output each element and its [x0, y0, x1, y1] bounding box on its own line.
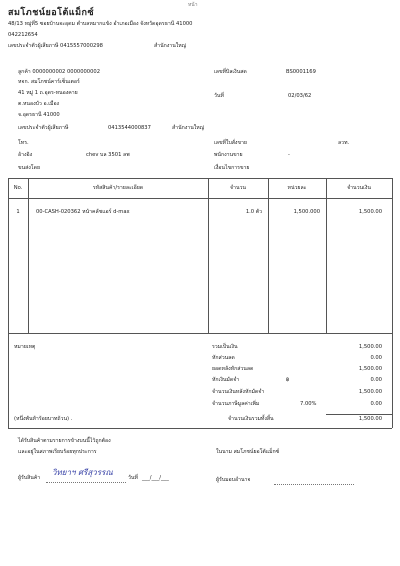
- customer-ref-value: chev บล 3501 ลพ: [86, 152, 130, 158]
- customer-code: ลูกค้า 0000000002 0000000002: [18, 69, 101, 75]
- doc-no-label: เลขที่บิลเงินสด: [214, 69, 247, 75]
- col-header-description: รหัสสินค้า/รายละเอียด: [92, 185, 144, 191]
- summary-label-after-discount: ยอดหลังหักส่วนลด: [212, 366, 254, 372]
- doc-date: 02/03/62: [288, 93, 312, 99]
- page-mark: หน้า: [188, 2, 198, 8]
- receiver-label: ผู้รับสินค้า: [18, 475, 41, 481]
- summary-value-vat: 0.00: [370, 401, 382, 407]
- summary-value-subtotal: 1,500.00: [358, 344, 382, 350]
- remark-label: หมายเหตุ: [14, 344, 36, 350]
- on-behalf-label: ในนาม สมโภชน์ยอโต้แม็กซ์: [216, 449, 280, 455]
- doc-salesman-label: พนักงานขาย: [214, 152, 243, 158]
- amount-in-words: (หนึ่งพันห้าร้อยบาทถ้วน) .: [14, 416, 73, 422]
- customer-taxid-label: เลขประจำตัวผู้เสียภาษี: [18, 125, 69, 131]
- customer-address-1: 41 หมู่ 1 ถ.อุดร-หนองคาย: [18, 90, 78, 96]
- col-header-no: No.: [13, 185, 23, 191]
- receiver-signature: วิทยาฯ ศรีสุวรรณ: [52, 468, 113, 477]
- col-header-amount: จำนวนเงิน: [347, 185, 371, 191]
- customer-taxid: 0413544000837: [108, 125, 151, 131]
- summary-label-after-deposit: จำนวนเงินหลังหักมัดจำ: [212, 389, 265, 395]
- summary-value-discount: 0.00: [370, 355, 382, 361]
- customer-ref-label: อ้างอิง: [18, 152, 33, 158]
- receive-date-slots: ___/___/___: [142, 475, 169, 481]
- summary-label-vat: จำนวนภาษีมูลค่าเพิ่ม: [212, 401, 260, 407]
- company-name: สมโภชน์ยอโต้แม็กซ์: [8, 8, 95, 18]
- doc-terms-label: เงื่อนไขการขาย: [214, 165, 250, 171]
- row-qty: 1.0 ตัว: [245, 209, 262, 215]
- customer-name: หจก. สมโภชน์คาร์เซ็นเตอร์: [18, 79, 80, 85]
- summary-label-subtotal: รวมเป็นเงิน: [212, 344, 238, 350]
- row-amount: 1,500.00: [358, 209, 382, 215]
- summary-vat-rate: 7.00%: [300, 401, 317, 407]
- customer-ship-label: ขนส่งโดย: [18, 165, 40, 171]
- summary-value-after-deposit: 1,500.00: [358, 389, 382, 395]
- receipt-note-1: ได้รับสินค้าตามรายการข้างบนนี้ไว้ถูกต้อง: [18, 438, 111, 444]
- doc-order-label: เลขที่ใบสั่งขาย: [214, 140, 247, 146]
- customer-branch: สำนักงานใหญ่: [172, 125, 205, 131]
- authorized-label: ผู้รับมอบอำนาจ: [216, 477, 251, 483]
- doc-no: BS0001169: [286, 69, 316, 75]
- col-header-unit-price: หน่วยละ: [287, 185, 307, 191]
- company-taxid: เลขประจำตัวผู้เสียภาษี 0415557000298: [8, 43, 103, 49]
- summary-label-grand-total: จำนวนเงินรวมทั้งสิ้น: [228, 416, 274, 422]
- summary-value-deposit: 0.00: [370, 377, 382, 383]
- summary-value-after-discount: 1,500.00: [358, 366, 382, 372]
- row-description: 00-CASH-020362 หน้าคลัชแอร์ d-max: [36, 209, 130, 215]
- col-header-qty: จำนวน: [230, 185, 246, 191]
- company-address: 48/13 หมู่ที่5 ซอยบ้านจะอุดม ตำบลหมากแข้ง อำเภอเมือง จังหวัดอุดรธานี 41000: [8, 21, 193, 27]
- receipt-note-2: และอยู่ในสภาพเรียบร้อยทุกประการ: [18, 449, 97, 455]
- row-no: 1: [16, 209, 20, 215]
- customer-address-3: จ.อุดรธานี 41000: [18, 112, 60, 118]
- row-unit-price: 1,500.000: [293, 209, 320, 215]
- company-branch: สำนักงานใหญ่: [154, 43, 187, 49]
- receive-date-label: วันที่: [128, 475, 138, 481]
- customer-tel-label: โทร.: [18, 140, 29, 146]
- summary-deposit-mark: ฿: [286, 377, 290, 383]
- company-phone: 042212654: [8, 32, 38, 38]
- summary-label-deposit: หักเงินมัดจำ: [212, 377, 240, 383]
- doc-order-suffix: ลวท.: [338, 140, 350, 146]
- customer-address-2: ต.หนองบัว อ.เมือง: [18, 101, 60, 107]
- summary-value-grand-total: 1,500.00: [358, 416, 382, 422]
- summary-label-discount: หักส่วนลด: [212, 355, 235, 361]
- doc-salesman: -: [288, 152, 290, 158]
- doc-date-label: วันที่: [214, 93, 224, 99]
